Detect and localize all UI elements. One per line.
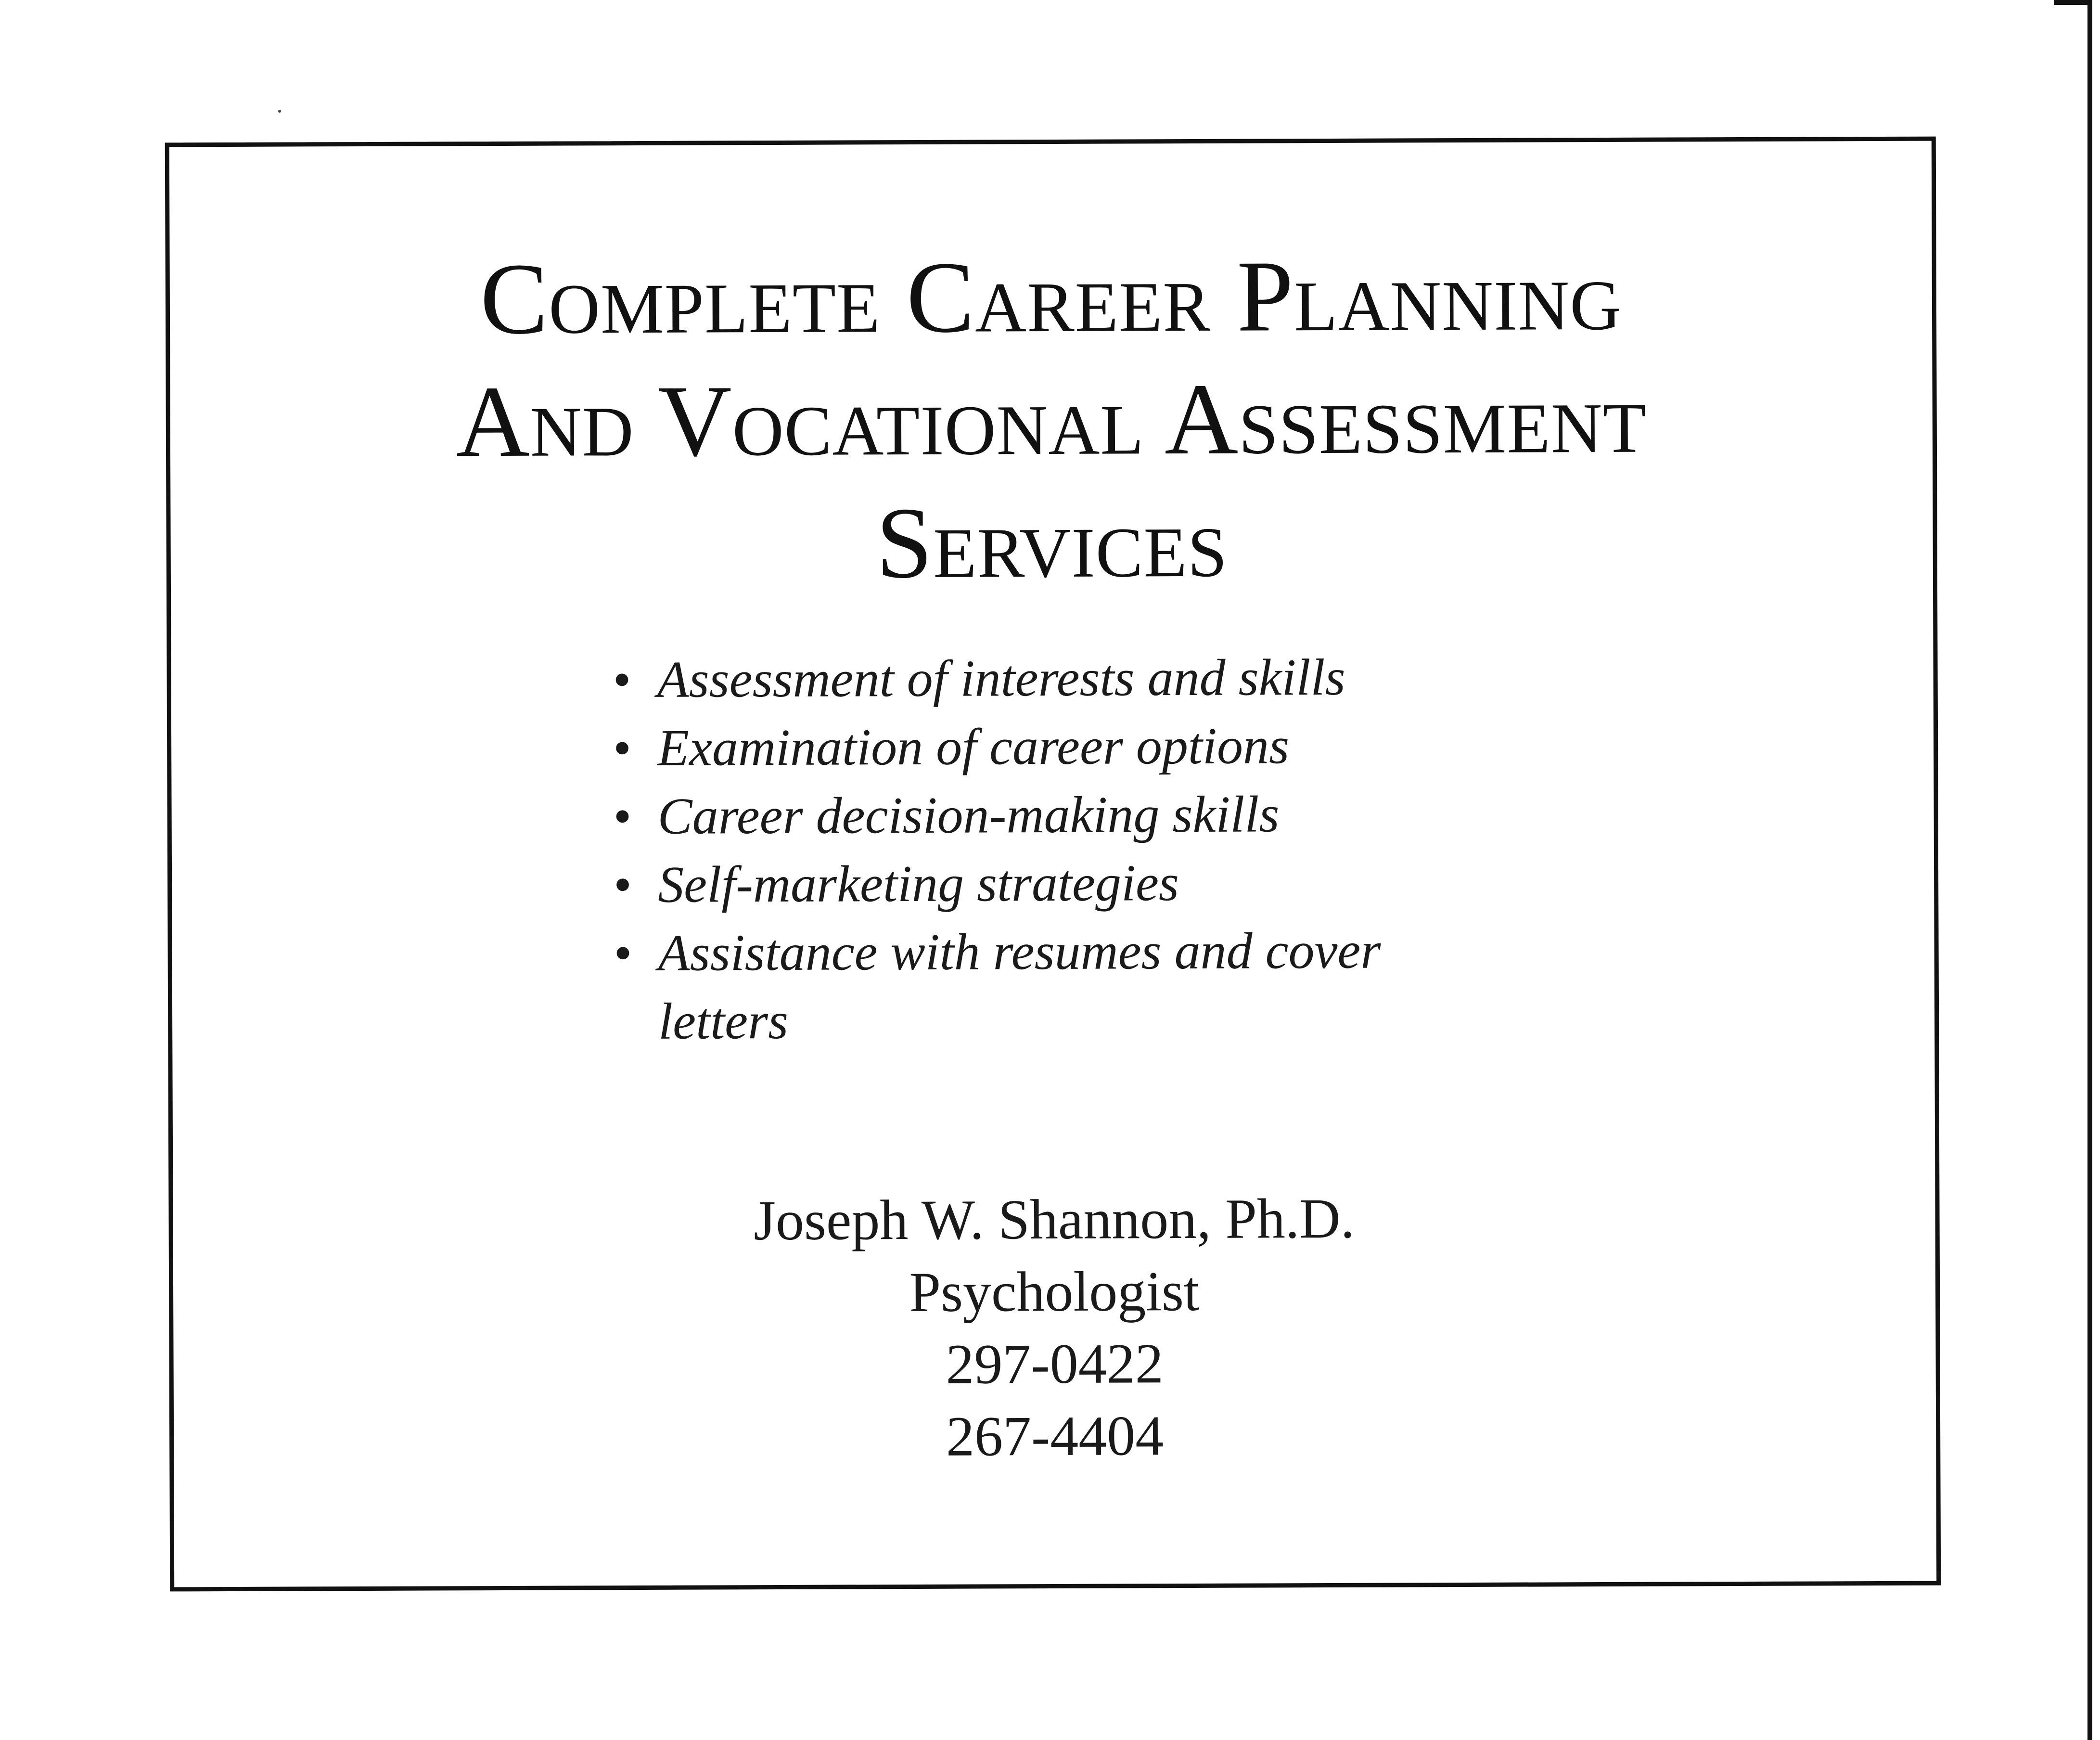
headline-line-1: Complete Career Planning (480, 238, 1622, 356)
bullet-icon: • (613, 720, 632, 777)
bullet-icon: • (613, 651, 631, 709)
service-item (609, 643, 1619, 714)
headline-line-2: And Vocational Assessment (456, 361, 1647, 478)
service-item (609, 779, 1620, 851)
bullet-icon: • (614, 925, 632, 982)
service-item-label: Examination of career options (657, 717, 1290, 777)
headline-line-3: Services (875, 485, 1228, 600)
headline (169, 232, 1933, 607)
scan-speck (278, 110, 281, 113)
scan-edge-mark (2054, 0, 2087, 5)
service-item-label: Self-marketing strategies (657, 854, 1179, 914)
contact-phone-1: 297-0422 (946, 1332, 1164, 1396)
contact-name: Joseph W. Shannon, Ph.D. (753, 1186, 1355, 1252)
services-list (609, 643, 1621, 1056)
bullet-icon: • (613, 788, 632, 846)
contact-title: Psychologist (909, 1259, 1200, 1324)
service-item-label: Assistance with resumes and cover letters (658, 922, 1381, 1050)
service-item (609, 711, 1620, 783)
contact-block (173, 1181, 1936, 1476)
service-item-label: Career decision-making skills (657, 786, 1280, 845)
contact-phone-2: 267-4404 (946, 1404, 1164, 1468)
scan-edge (2087, 0, 2092, 1740)
service-item-label: Assessment of interests and skills (657, 648, 1345, 709)
service-item (610, 916, 1428, 1056)
bullet-icon: • (613, 856, 632, 914)
advertisement-box (165, 137, 1941, 1592)
service-item (610, 848, 1620, 919)
